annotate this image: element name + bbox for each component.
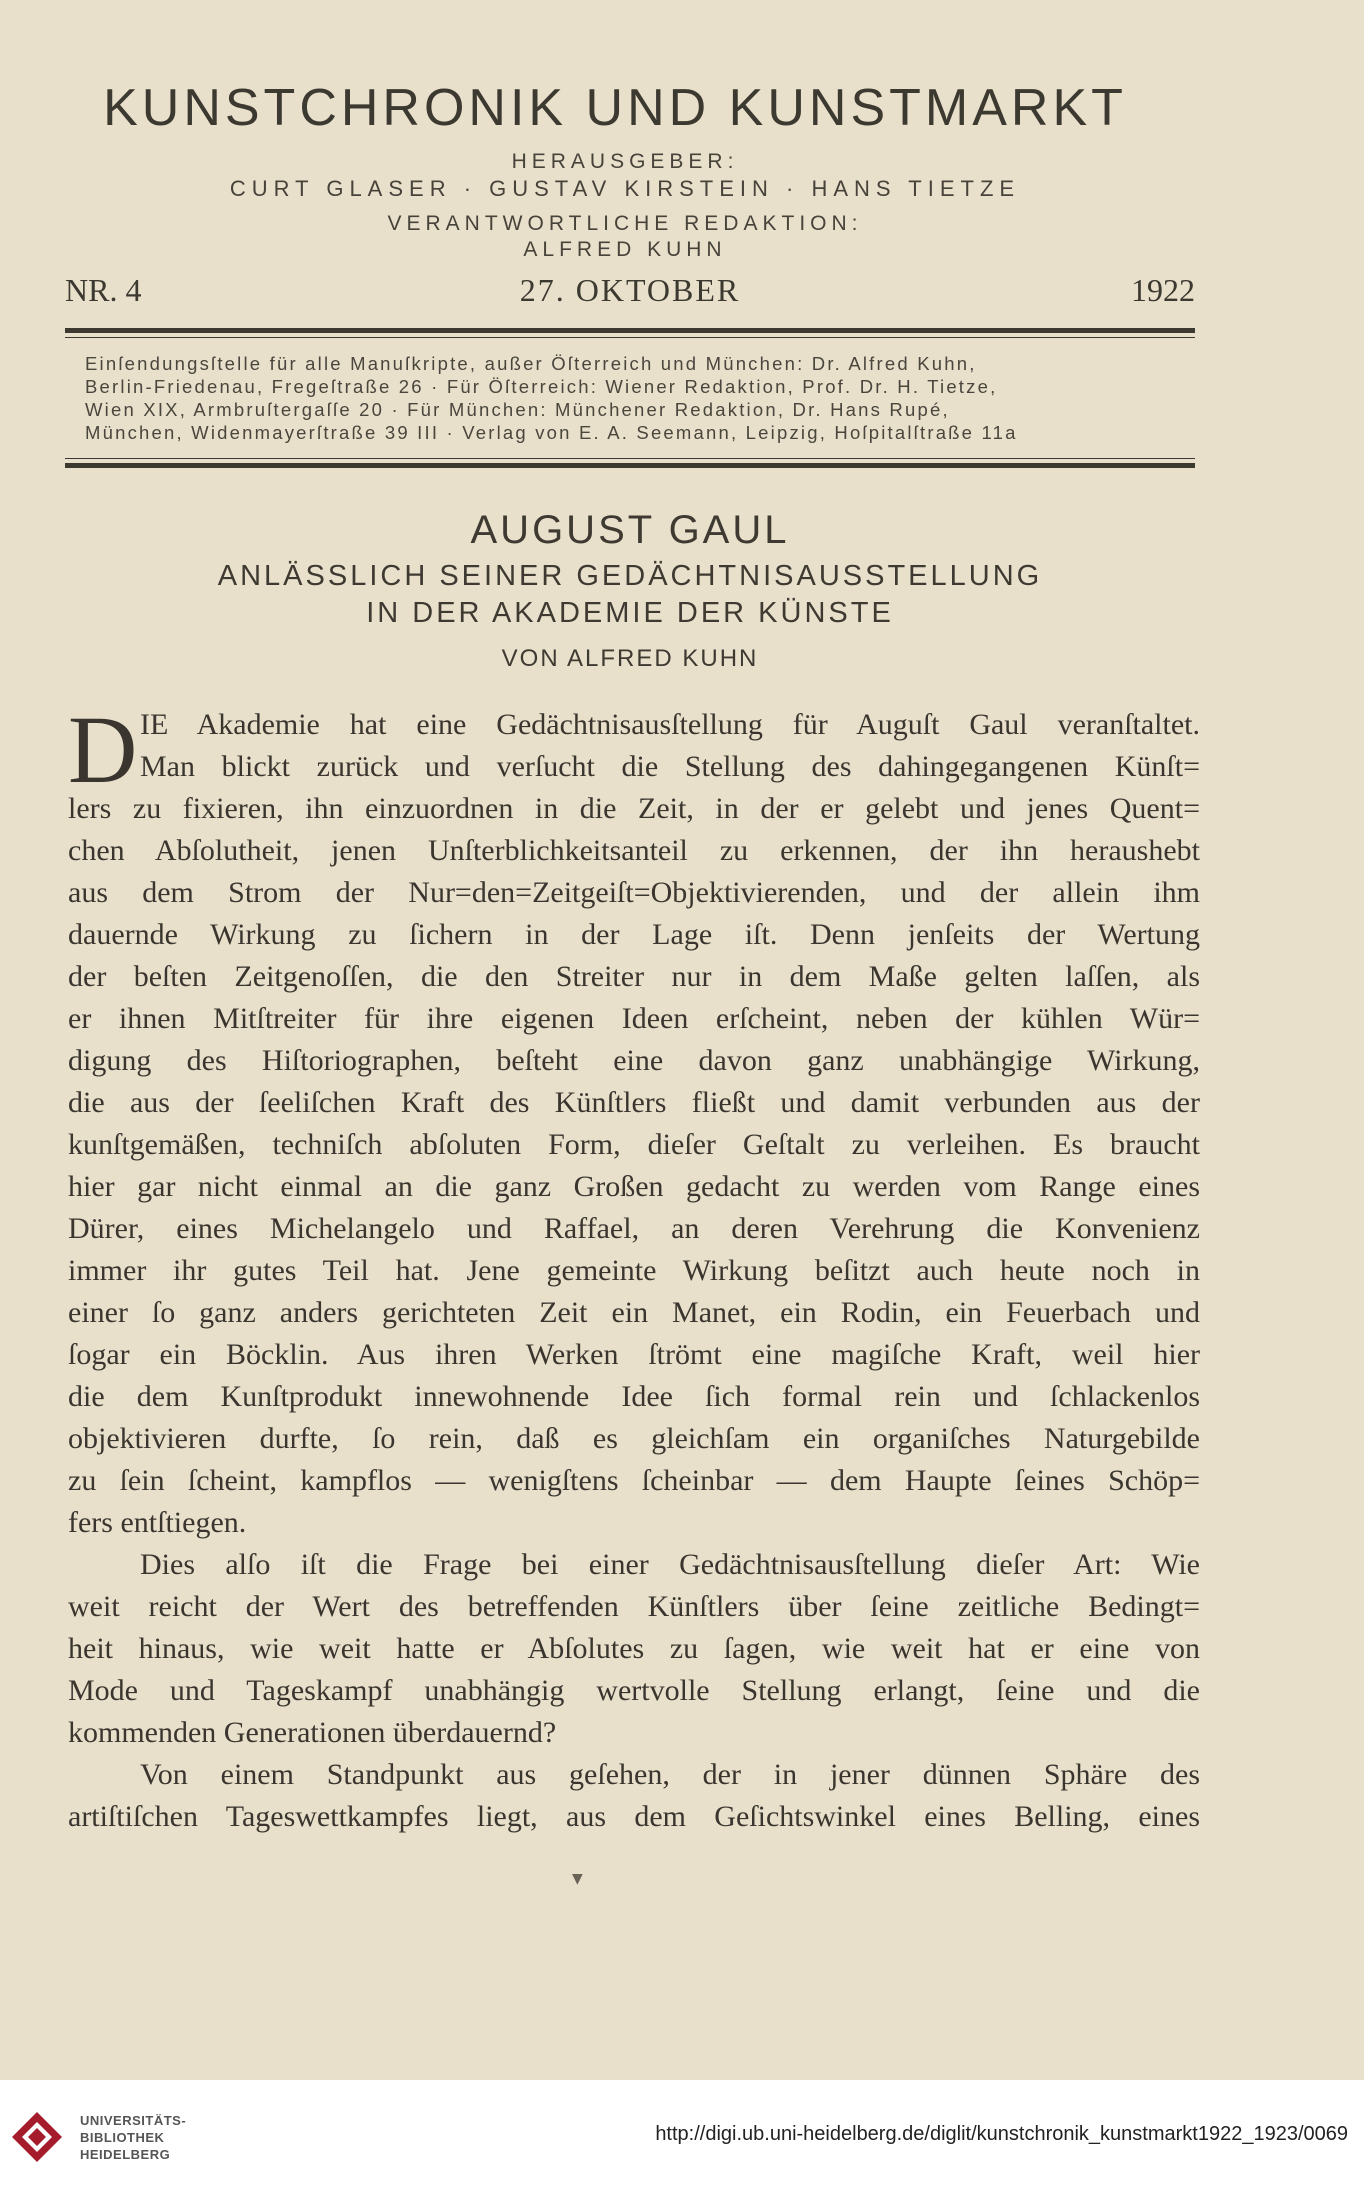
info-line: Einſendungsſtelle für alle Manuſkripte, außer Öſterreich und München: Dr. Alfred Kuhn, xyxy=(85,353,977,374)
text-line: digung des Hiſtoriographen, beſteht eine davon ganz unabhängige Wirkung, xyxy=(68,1044,1200,1077)
submission-info xyxy=(85,352,1185,444)
article-title: AUGUST GAUL xyxy=(470,508,790,552)
article-byline: VON ALFRED KUHN xyxy=(501,645,759,672)
library-name-line: UNIVERSITÄTS- xyxy=(80,2113,187,2128)
text-line: aus dem Strom der Nur=den=Zeitgeiſt=Objektivierenden, und der allein ihm xyxy=(68,876,1200,909)
editorial-label: VERANTWORTLICHE REDAKTION: xyxy=(387,212,863,235)
text-line: objektivieren durfte, ſo rein, daß es gleichſam ein organiſches Naturgebilde xyxy=(68,1422,1200,1455)
top-thin-rule xyxy=(65,337,1195,338)
article-body xyxy=(68,696,1200,1838)
top-thick-rule xyxy=(65,328,1195,333)
university-library-logo-icon[interactable] xyxy=(10,2110,64,2164)
info-line: Wien XIX, Armbruſtergaſſe 20 · Für München: Münchener Redaktion, Dr. Hans Rupé, xyxy=(85,399,950,420)
permalink-url[interactable]: http://digi.ub.uni-heidelberg.de/diglit/kunstchronik_kunstmarkt1922_1923/0069 xyxy=(655,2123,1348,2145)
text-line: chen Abſolutheit, jenen Unſterblichkeitsanteil zu erkennen, der ihn heraushebt xyxy=(68,834,1200,867)
text-line: er ihnen Mitſtreiter für ihre eigenen Ideen erſcheint, neben der kühlen Wür= xyxy=(68,1002,1200,1035)
text-line: lers zu fixieren, ihn einzuordnen in die Zeit, in der er gelebt und jenes Quent= xyxy=(68,792,1200,825)
library-name-line: HEIDELBERG xyxy=(80,2147,171,2162)
text-line: der beſten Zeitgenoſſen, die den Streiter nur in dem Maße gelten laſſen, als xyxy=(68,960,1200,993)
article-subtitle: ANLÄSSLICH SEINER GEDÄCHTNISAUSSTELLUNG xyxy=(217,560,1043,592)
text-line: artiſtiſchen Tageswettkampfes liegt, aus dem Geſichtswinkel eines Belling, eines xyxy=(68,1800,1200,1833)
text-line: zu ſein ſcheint, kampflos — wenigſtens ſcheinbar — dem Haupte ſeines Schöp= xyxy=(68,1464,1200,1497)
issue-row xyxy=(65,272,1195,312)
text-line: Dies alſo iſt die Frage bei einer Gedächtnisausſtellung dieſer Art: Wie xyxy=(140,1548,1200,1581)
text-line: die dem Kunſtprodukt innewohnende Idee ſich formal rein und ſchlackenlos xyxy=(68,1380,1200,1413)
library-name-line: BIBLIOTHEK xyxy=(80,2130,165,2145)
text-line: kommenden Generationen überdauernd? xyxy=(68,1716,557,1749)
text-line: weit reicht der Wert des betreffenden Künſtlers über ſeine zeitliche Bedingt= xyxy=(68,1590,1200,1623)
drop-cap: D xyxy=(68,696,138,803)
text-line: die aus der ſeeliſchen Kraft des Künſtlers fließt und damit verbunden aus der xyxy=(68,1086,1200,1119)
text-line: Man blickt zurück und verſucht die Stellung des dahingegangenen Künſt= xyxy=(140,750,1200,783)
text-line: kunſtgemäßen, techniſch abſoluten Form, dieſer Geſtalt zu verleihen. Es braucht xyxy=(68,1128,1200,1161)
text-line: dauernde Wirkung zu ſichern in der Lage iſt. Denn jenſeits der Wertung xyxy=(68,918,1200,951)
editors-label: HERAUSGEBER: xyxy=(511,150,739,173)
journal-title: KUNSTCHRONIK UND KUNSTMARKT xyxy=(103,79,1127,137)
editor-name: ALFRED KUHN xyxy=(523,238,727,261)
text-line: ſogar ein Böcklin. Aus ihren Werken ſtrömt eine magiſche Kraft, weil hier xyxy=(68,1338,1200,1371)
text-line: einer ſo ganz anders gerichteten Zeit ein Manet, ein Rodin, ein Feuerbach und xyxy=(68,1296,1200,1329)
text-line: Mode und Tageskampf unabhängig wertvolle Stellung erlangt, ſeine und die xyxy=(68,1674,1200,1707)
issue-date: 27. OKTOBER xyxy=(519,272,741,308)
info-line: Berlin-Friedenau, Fregeſtraße 26 · Für Öſterreich: Wiener Redaktion, Prof. Dr. H. Tietze, xyxy=(85,376,998,397)
text-line: Von einem Standpunkt aus geſehen, der in jener dünnen Sphäre des xyxy=(140,1758,1200,1791)
info-line: München, Widenmayerſtraße 39 III · Verlag von E. A. Seemann, Leipzig, Hoſpitalſtraße 11a xyxy=(85,422,1018,443)
library-name[interactable] xyxy=(80,2112,186,2163)
text-line: hier gar nicht einmal an die ganz Großen gedacht zu werden vom Range eines xyxy=(68,1170,1200,1203)
editors-names: CURT GLASER · GUSTAV KIRSTEIN · HANS TIETZE xyxy=(229,176,1021,201)
text-line: Dürer, eines Michelangelo und Raffael, an deren Verehrung die Konvenienz xyxy=(68,1212,1200,1245)
article-subtitle: IN DER AKADEMIE DER KÜNSTE xyxy=(366,597,894,629)
issue-year: 1922 xyxy=(1131,272,1195,308)
issue-number: NR. 4 xyxy=(65,272,142,308)
bottom-thin-rule xyxy=(65,458,1195,459)
printer-mark: ▼ xyxy=(572,1871,583,1887)
text-line: IE Akademie hat eine Gedächtnisausſtellung für Auguſt Gaul veranſtaltet. xyxy=(140,708,1200,741)
text-line: fers entſtiegen. xyxy=(68,1506,247,1539)
text-line: immer ihr gutes Teil hat. Jene gemeinte Wirkung beſitzt auch heute noch in xyxy=(68,1254,1200,1287)
text-line: heit hinaus, wie weit hatte er Abſolutes zu ſagen, wie weit hat er eine von xyxy=(68,1632,1200,1665)
bottom-thick-rule xyxy=(65,463,1195,468)
